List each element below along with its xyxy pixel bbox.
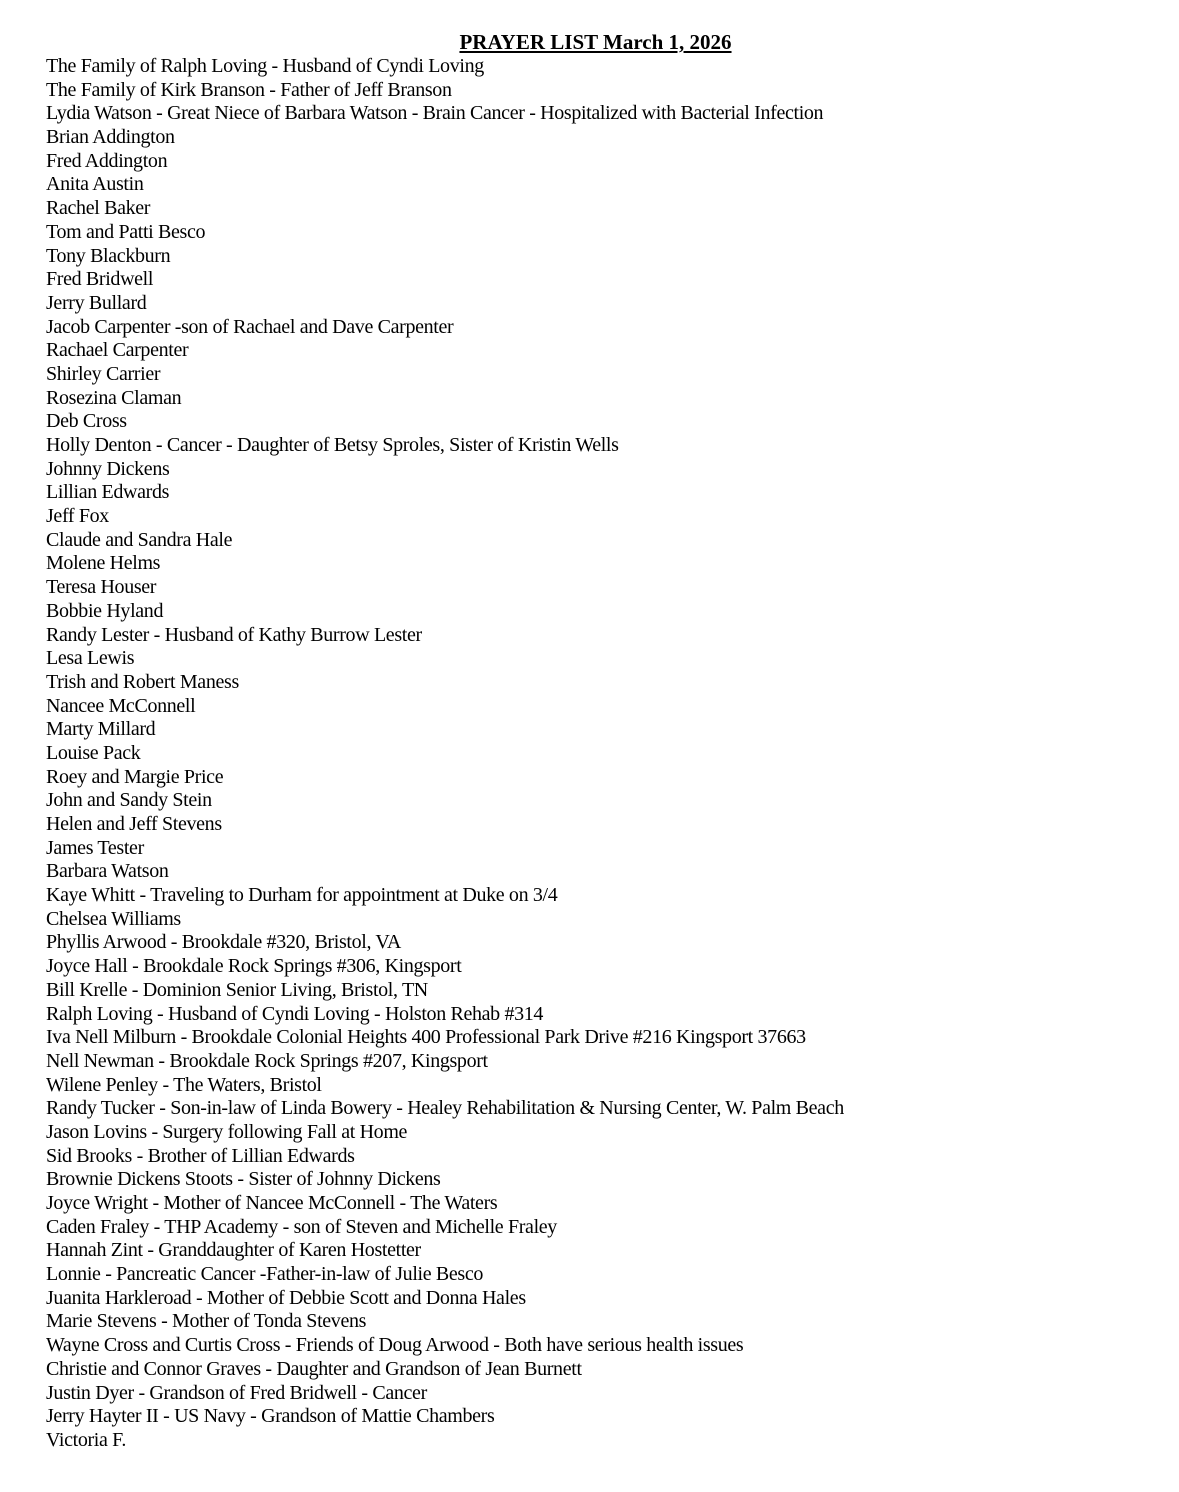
prayer-list-item: Nancee McConnell <box>46 694 196 717</box>
prayer-list-item: Lesa Lewis <box>46 647 135 670</box>
prayer-list-item: Brian Addington <box>46 126 175 149</box>
prayer-list-item: Holly Denton - Cancer - Daughter of Betsy Sproles, Sister of Kristin Wells <box>46 434 619 456</box>
prayer-list-item: Helen and Jeff Stevens <box>46 813 222 835</box>
prayer-list-item: Justin Dyer - Grandson of Fred Bridwell - Cancer <box>46 1381 427 1404</box>
prayer-list-item: Nell Newman - Brookdale Rock Springs #207, Kingsport <box>46 1049 488 1072</box>
prayer-list-item: Tom and Patti Besco <box>46 220 206 243</box>
prayer-list-item: Wilene Penley - The Waters, Bristol <box>46 1073 322 1096</box>
prayer-list-item: Bill Krelle - Dominion Senior Living, Bristol, TN <box>46 978 428 1001</box>
prayer-list-item: John and Sandy Stein <box>46 789 212 812</box>
prayer-list-item: Ralph Loving - Husband of Cyndi Loving - Holston Rehab #314 <box>46 1002 544 1025</box>
prayer-list-item: Iva Nell Milburn - Brookdale Colonial Heights 400 Professional Park Drive #216 Kingsport 37663 <box>46 1026 806 1049</box>
prayer-list-item: The Family of Ralph Loving - Husband of Cyndi Loving <box>46 55 484 77</box>
prayer-list-item: Chelsea Williams <box>46 907 181 930</box>
prayer-list-item: Rosezina Claman <box>46 386 182 409</box>
prayer-list-item: Barbara Watson <box>46 860 169 883</box>
prayer-list-item: Claude and Sandra Hale <box>46 528 233 551</box>
prayer-list-item: Phyllis Arwood - Brookdale #320, Bristol, VA <box>46 931 401 954</box>
prayer-list-item: Wayne Cross and Curtis Cross - Friends of Doug Arwood - Both have serious health issues <box>46 1334 744 1357</box>
prayer-list-item: Jerry Bullard <box>46 291 147 314</box>
prayer-list-item: Marie Stevens - Mother of Tonda Stevens <box>46 1310 367 1333</box>
prayer-list-item: Joyce Hall - Brookdale Rock Springs #306, Kingsport <box>46 955 462 978</box>
prayer-list-item: Brownie Dickens Stoots - Sister of Johnny Dickens <box>46 1168 441 1191</box>
prayer-list-item: Lydia Watson - Great Niece of Barbara Watson - Brain Cancer - Hospitalized with Bacterial Infection <box>46 102 824 125</box>
prayer-list-item: Fred Bridwell <box>46 268 154 291</box>
prayer-list-item: Caden Fraley - THP Academy - son of Steven and Michelle Fraley <box>46 1215 557 1238</box>
prayer-list-item: Roey and Margie Price <box>46 765 224 788</box>
prayer-list <box>46 55 1166 1453</box>
prayer-list-item: James Tester <box>46 836 144 859</box>
prayer-list-item: Rachael Carpenter <box>46 339 189 362</box>
prayer-list-item: Kaye Whitt - Traveling to Durham for appointment at Duke on 3/4 <box>46 884 558 907</box>
prayer-list-item: Johnny Dickens <box>46 457 170 480</box>
prayer-list-item: Rachel Baker <box>46 197 151 220</box>
prayer-list-item: Marty Millard <box>46 718 156 741</box>
prayer-list-item: Deb Cross <box>46 410 127 433</box>
prayer-list-item: Jerry Hayter II - US Navy - Grandson of Mattie Chambers <box>46 1405 495 1428</box>
prayer-list-item: Randy Tucker - Son-in-law of Linda Bowery - Healey Rehabilitation & Nursing Center, W. Palm Beach <box>46 1097 844 1120</box>
prayer-list-item: Shirley Carrier <box>46 362 161 385</box>
prayer-list-item: Sid Brooks - Brother of Lillian Edwards <box>46 1144 355 1167</box>
prayer-list-item: Lonnie - Pancreatic Cancer -Father-in-law of Julie Besco <box>46 1263 484 1286</box>
prayer-list-item: Juanita Harkleroad - Mother of Debbie Scott and Donna Hales <box>46 1286 526 1309</box>
prayer-list-item: Jacob Carpenter -son of Rachael and Dave Carpenter <box>46 315 454 338</box>
prayer-list-item: Trish and Robert Maness <box>46 670 239 693</box>
prayer-list-item: Hannah Zint - Granddaughter of Karen Hostetter <box>46 1239 421 1262</box>
prayer-list-item: Teresa Houser <box>46 576 157 599</box>
prayer-list-item: Anita Austin <box>46 173 144 196</box>
prayer-list-item: Lillian Edwards <box>46 481 170 504</box>
prayer-list-item: Louise Pack <box>46 741 141 764</box>
prayer-list-item: Randy Lester - Husband of Kathy Burrow Lester <box>46 623 422 646</box>
prayer-list-item: The Family of Kirk Branson - Father of Jeff Branson <box>46 78 452 101</box>
prayer-list-item: Jason Lovins - Surgery following Fall at Home <box>46 1120 408 1143</box>
prayer-list-item: Tony Blackburn <box>46 244 171 267</box>
prayer-list-item: Fred Addington <box>46 149 168 172</box>
prayer-list-item: Christie and Connor Graves - Daughter and Grandson of Jean Burnett <box>46 1357 582 1380</box>
page-title: PRAYER LIST March 1, 2026 <box>459 30 732 54</box>
prayer-list-item: Jeff Fox <box>46 505 109 528</box>
prayer-list-item: Victoria F. <box>46 1428 126 1451</box>
prayer-list-item: Molene Helms <box>46 552 161 575</box>
prayer-list-item: Bobbie Hyland <box>46 599 164 622</box>
prayer-list-item: Joyce Wright - Mother of Nancee McConnell - The Waters <box>46 1192 498 1214</box>
